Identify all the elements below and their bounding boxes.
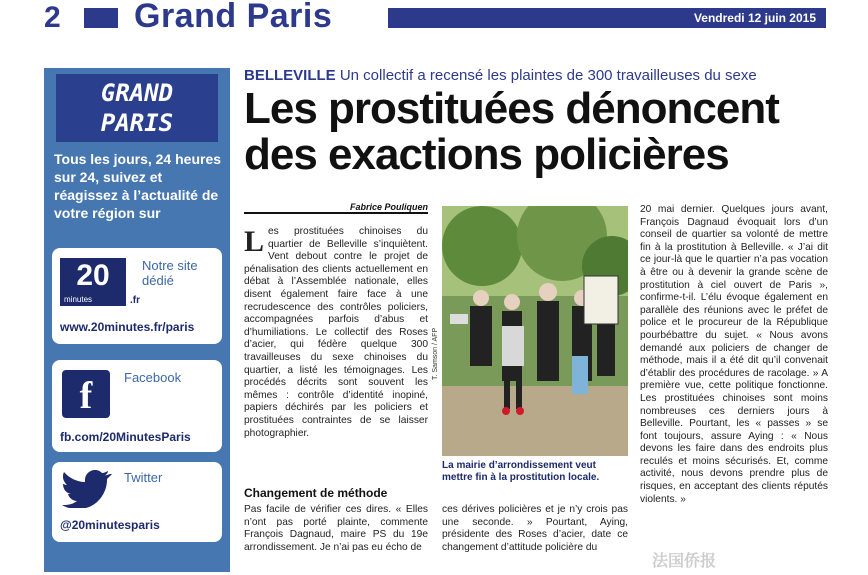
logo-20-sub: minutes — [64, 295, 93, 304]
article-column-1-continued: Pas facile de vérifier ces dires. « Elles n’ont pas porté plainte, commente François Dagnaud, maire PS du 19e arrondissement. Je n’ai pas eu écho de — [244, 504, 428, 553]
sidebar-intro: Tous les jours, 24 heures sur 24, suivez et réagissez à l’actualité de votre région sur — [54, 151, 222, 221]
section-title: Grand Paris — [134, 0, 333, 35]
article-photo — [442, 206, 628, 456]
col1-text: es prostituées chinoises du quartier de Belleville s’inquiètent. Vent debout contre le projet de pénalisation des clients actuellement en débat à l’Assemblée nationale, elles disent également faire face à une recrudescence des contrôles policiers, accompagnées parfois d’abus et d’humiliations. Le collectif des Roses d’acier, qui fédère quelque 300 travailleuses du sexe chinoises du quartier, a listé les témoignages. Les procédés décrits sont souvent les mêmes : contrôle d’identité inopiné, papiers déchirés par les policiers et prostituées contraintes de se laisser photographier. — [244, 226, 428, 439]
drop-cap: L — [244, 225, 265, 258]
kicker-tag: BELLEVILLE — [244, 67, 336, 84]
grand-paris-logo — [56, 74, 218, 142]
twitter-bird-icon — [62, 468, 112, 508]
article-column-2: ces dérives policières et je n’y crois pas une seconde. » Pourtant, Aying, présidente des Roses d’acier, date ce changement d’attitude policière du — [442, 504, 628, 553]
photo-credit: T. Samson / AFP — [432, 327, 439, 380]
subheading: Changement de méthode — [244, 486, 388, 500]
site-url-link[interactable]: www.20minutes.fr/paris — [60, 320, 195, 334]
article-column-1 — [244, 226, 428, 440]
photo-caption: La mairie d’arrondissement veut mettre fin à la prostitution locale. — [442, 460, 600, 483]
header-square — [84, 8, 118, 28]
date-bar — [388, 8, 826, 28]
facebook-url-link[interactable]: fb.com/20MinutesParis — [60, 430, 191, 444]
kicker — [244, 66, 757, 86]
20minutes-logo-icon — [60, 258, 140, 306]
logo-20-text: 20 — [76, 259, 110, 292]
facebook-label: Facebook — [124, 370, 182, 385]
twitter-card[interactable] — [52, 462, 222, 542]
headline: Les prostituées dénoncent des exactions policières — [244, 84, 779, 179]
watermark: 法国侨报 — [652, 553, 717, 570]
twitter-label: Twitter — [124, 470, 163, 485]
site-label: Notre site dédié — [142, 258, 198, 288]
issue-date: Vendredi 12 juin 2015 — [693, 11, 816, 25]
site-card[interactable] — [52, 248, 222, 344]
protest-photo-illustration — [442, 206, 628, 456]
page-number: 2 — [44, 1, 61, 34]
article-column-3: 20 mai dernier. Quelques jours avant, François Dagnaud évoquait lors d’un conseil de quartier sa volonté de mettre fin à la prostitution à Belleville. « J’ai dit ce jour-là que le quartier n’a pas vocation à être ou à devenir la grande scène de prostitution à ciel ouvert de Paris », confirme-t-il. L’élu évoque également en parallèle des réunions avec le préfet de police et le procureur de la République pourbébattre du sujet. « Nous avons demandé aux policiers de changer de méthode, mais il a été dit qu’il convenait d’établir des procédures de racolage. » A première vue, cette politique fonctionne. Les prostituées chinoises sont moins nombreuses ces derniers jours à Belleville. Pourtant, les « passes » se font toujours, assure Aying : « Nous devons les faire dans des endroits plus reculés et moins sécurisés. Et, comme activité, nous devons prendre plus de risques, en acceptant des clients réputés violents. » — [640, 204, 828, 505]
byline-rule — [244, 212, 428, 214]
twitter-handle-link[interactable]: @20minutesparis — [60, 518, 160, 532]
logo-line-2: PARIS — [100, 109, 174, 137]
facebook-card[interactable] — [52, 360, 222, 452]
logo-line-1: GRAND — [100, 79, 174, 107]
sidebar — [44, 68, 230, 572]
logo-20-suffix: .fr — [130, 295, 140, 306]
kicker-text: Un collectif a recensé les plaintes de 300 travailleuses du sexe — [339, 67, 757, 84]
facebook-icon: f — [62, 370, 110, 418]
byline: Fabrice Pouliquen — [349, 202, 428, 212]
